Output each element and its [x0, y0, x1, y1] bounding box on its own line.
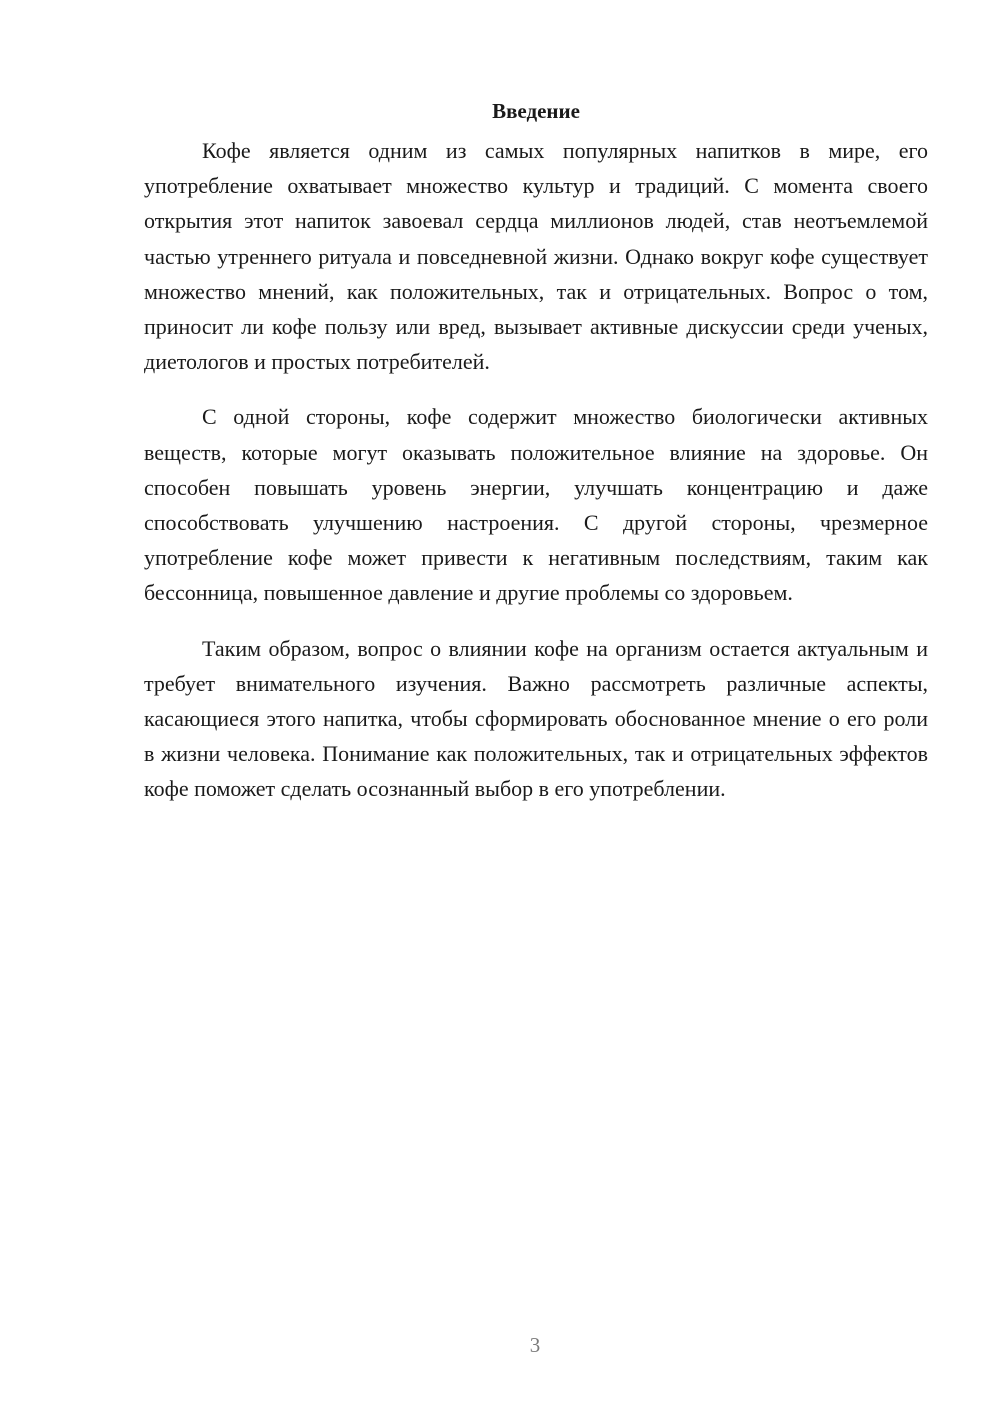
page-content	[144, 96, 928, 827]
page-title: Введение	[492, 99, 580, 123]
paragraph-3: Таким образом, вопрос о влиянии кофе на организм остается актуальным и требует внимательного изучения. Важно рассмотреть различные аспекты, касающиеся этого напитка, чтобы сформировать обоснованное мнение о его роли в жизни человека. Понимание как положительных, так и отрицательных эффектов кофе поможет сделать осознанный выбор в его употреблении.	[144, 635, 928, 802]
paragraph-1: Кофе является одним из самых популярных напитков в мире, его употребление охватывает множество культур и традиций. С момента своего открытия этот напиток завоевал сердца миллионов людей, став неотъемлемой частью утреннего ритуала и повседневной жизни. Однако вокруг кофе существует множество мнений, как положительных, так и отрицательных. Вопрос о том, приносит ли кофе пользу или вред, вызывает активные дискуссии среди ученых, диетологов и простых потребителей.	[144, 138, 928, 375]
page-number: 3	[529, 1333, 541, 1357]
paragraph-2: С одной стороны, кофе содержит множество биологически активных веществ, которые могут оказывать положительное влияние на здоровье. Он способен повышать уровень энергии, улучшать концентрацию и даже способствовать улучшению настроения. С другой стороны, чрезмерное употребление кофе может привести к негативным последствиям, таким как бессонница, повышенное давление и другие проблемы со здоровьем.	[144, 404, 928, 606]
